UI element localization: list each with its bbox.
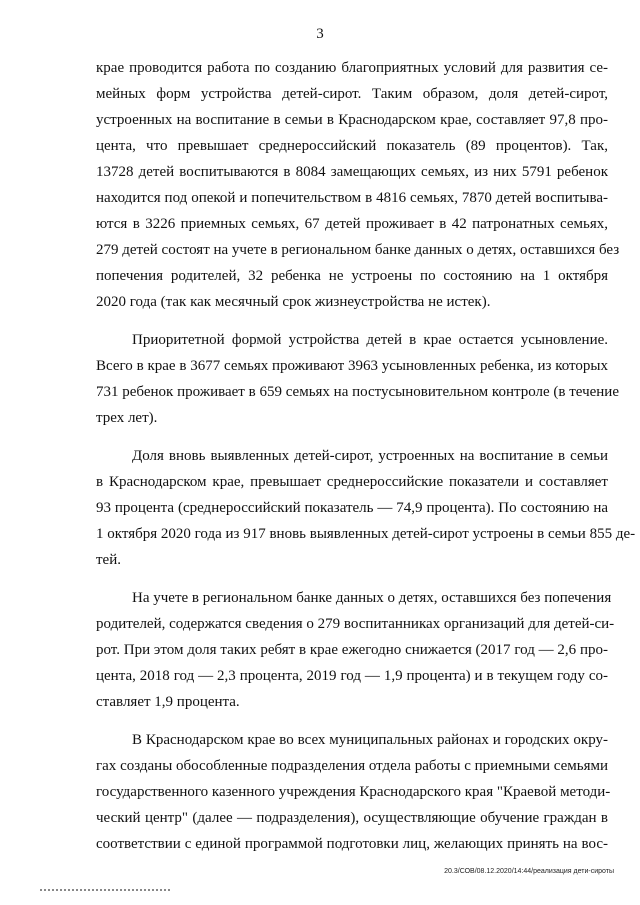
text-line: трех лет).	[96, 410, 158, 426]
text-line: На учете в региональном банке данных о детях, оставшихся без попечения	[132, 590, 612, 606]
text-line: 1 октября 2020 года из 917 вновь выявленных детей-сирот устроены в семьи 855 де-	[96, 526, 636, 542]
text-line: ются в 3226 приемных семьях, 67 детей проживает в 42 патронатных семьях,	[96, 216, 608, 232]
text-line: ставляет 1,9 процента.	[96, 694, 240, 710]
text-line: мейных форм устройства детей-сирот. Таким образом, доля детей-сирот,	[96, 86, 608, 102]
paragraph	[96, 327, 619, 431]
paragraph	[96, 727, 611, 857]
text-line: находится под опекой и попечительством в 4816 семьях, 7870 детей воспитыва-	[96, 190, 608, 206]
paragraph	[96, 585, 615, 715]
text-line: ческий центр" (далее — подразделения), осуществляющие обучение граждан в	[96, 810, 608, 826]
text-line: в Краснодарском крае, превышает среднероссийские показатели и составляет	[96, 474, 608, 490]
text-line: 279 детей состоят на учете в региональном банке данных о детях, оставшихся без	[96, 242, 620, 258]
page-number: 3	[316, 26, 324, 42]
paragraph	[96, 55, 620, 315]
text-line: цента, 2018 год — 2,3 процента, 2019 год — 1,9 процента) и в текущем году со-	[96, 668, 608, 684]
text-line: устроенных на воспитание в семьи в Краснодарском крае, составляет 97,8 про-	[96, 112, 608, 128]
text-line: попечения родителей, 32 ребенка не устроены по состоянию на 1 октября	[96, 268, 608, 284]
text-line: 2020 года (так как месячный срок жизнеустройства не истек).	[96, 294, 491, 310]
text-line: В Краснодарском крае во всех муниципальных районах и городских окру-	[132, 732, 608, 748]
text-line: соответствии с единой программой подготовки лиц, желающих принять на вос-	[96, 836, 608, 852]
text-line: гах созданы обособленные подразделения отдела работы с приемными семьями	[96, 758, 608, 774]
text-line: государственного казенного учреждения Краснодарского края "Краевой методи-	[96, 784, 611, 800]
document-footer-code: 20.3/СОВ/08.12.2020/14:44/реализация дети-сироты	[444, 868, 614, 875]
text-line: крае проводится работа по созданию благоприятных условий для развития се-	[96, 60, 608, 76]
text-line: Доля вновь выявленных детей-сирот, устроенных на воспитание в семьи	[132, 448, 608, 464]
text-line: 93 процента (среднероссийский показатель — 74,9 процента). По состоянию на	[96, 500, 608, 516]
text-line: 13728 детей воспитываются в 8084 замещающих семьях, из них 5791 ребенок	[96, 164, 608, 180]
text-line: 731 ребенок проживает в 659 семьях на постусыновительном контроле (в течение	[96, 384, 619, 400]
scan-artifact	[40, 889, 170, 895]
text-line: Приоритетной формой устройства детей в крае остается усыновление.	[132, 332, 608, 348]
text-line: тей.	[96, 552, 121, 568]
document-body	[96, 55, 636, 857]
text-line: цента, что превышает среднероссийский показатель (89 процентов). Так,	[96, 138, 608, 154]
text-line: родителей, содержатся сведения о 279 воспитанниках организаций для детей-си-	[96, 616, 615, 632]
text-line: Всего в крае в 3677 семьях проживают 3963 усыновленных ребенка, из которых	[96, 358, 608, 374]
paragraph	[96, 443, 636, 573]
text-line: рот. При этом доля таких ребят в крае ежегодно снижается (2017 год — 2,6 про-	[96, 642, 608, 658]
